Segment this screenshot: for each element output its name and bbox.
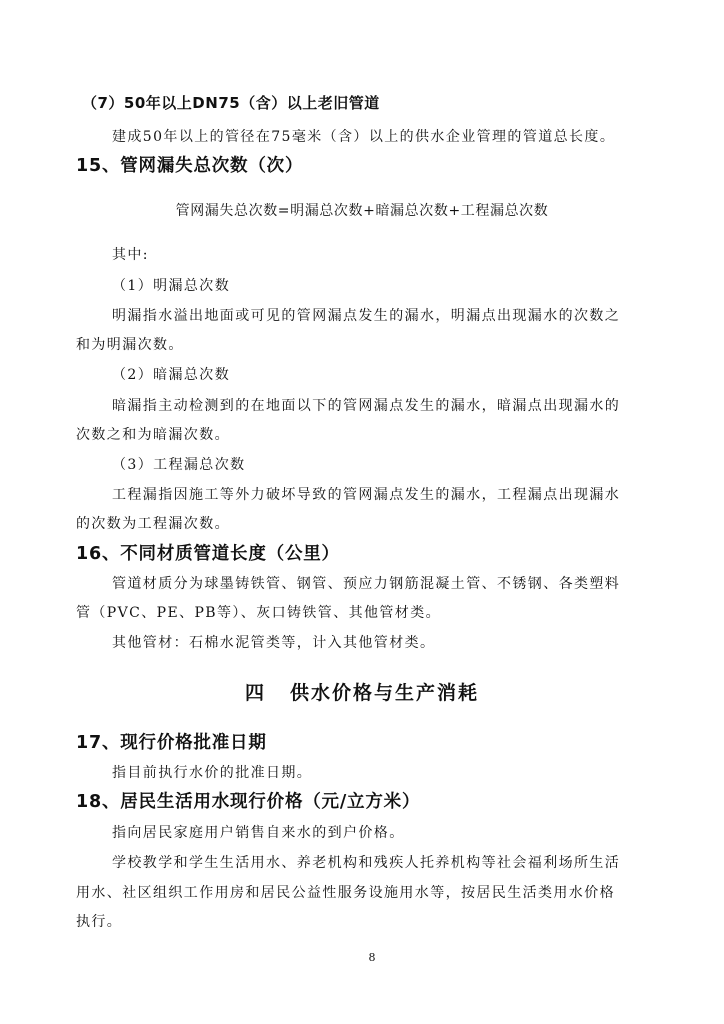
item18-line2: 学校教学和学生生活用水、养老机构和残疾人托养机构等社会福利场所生活 xyxy=(112,855,621,871)
item15-sub3-line2: 的次数为工程漏次数。 xyxy=(76,516,230,532)
chapter-title: 供水价格与生产消耗 xyxy=(290,682,480,704)
page-number: 8 xyxy=(368,951,376,964)
item15-sub3-title: （3）工程漏总次数 xyxy=(112,457,246,473)
item18-line4: 执行。 xyxy=(76,914,123,930)
item15-intro: 其中: xyxy=(112,247,149,263)
item15-formula: 管网漏失总次数=明漏总次数+暗漏总次数+工程漏总次数 xyxy=(175,203,549,219)
item15-sub1-line1: 明漏指水溢出地面或可见的管网漏点发生的漏水，明漏点出现漏水的次数之 xyxy=(112,308,621,324)
item16-line2: 管（PVC、PE、PB等）、灰口铸铁管、其他管材类。 xyxy=(76,605,441,621)
chapter-heading xyxy=(0,678,724,705)
item18-heading: 18、居民生活用水现行价格（元/立方米） xyxy=(76,792,421,812)
item15-heading: 15、管网漏失总次数（次） xyxy=(76,156,304,176)
item17-heading: 17、现行价格批准日期 xyxy=(76,733,267,753)
item15-sub2-title: （2）暗漏总次数 xyxy=(112,367,231,383)
item7-heading: （7）50年以上DN75（含）以上老旧管道 xyxy=(82,94,380,112)
item18-line1: 指向居民家庭用户销售自来水的到户价格。 xyxy=(112,825,405,841)
item15-sub1-line2: 和为明漏次数。 xyxy=(76,337,184,353)
item18-line3: 用水、社区组织工作用房和居民公益性服务设施用水等，按居民生活类用水价格 xyxy=(76,885,615,901)
item15-sub2-line1: 暗漏指主动检测到的在地面以下的管网漏点发生的漏水，暗漏点出现漏水的 xyxy=(112,398,621,414)
item16-heading: 16、不同材质管道长度（公里） xyxy=(76,544,340,564)
item15-sub2-line2: 次数之和为暗漏次数。 xyxy=(76,427,230,443)
item7-body: 建成50年以上的管径在75毫米（含）以上的供水企业管理的管道总长度。 xyxy=(112,129,616,145)
item16-line1: 管道材质分为球墨铸铁管、钢管、预应力钢筋混凝土管、不锈钢、各类塑料 xyxy=(112,576,621,592)
chapter-number: 四 xyxy=(244,682,266,704)
item16-line3: 其他管材：石棉水泥管类等，计入其他管材类。 xyxy=(112,635,436,651)
item15-sub3-line1: 工程漏指因施工等外力破坏导致的管网漏点发生的漏水，工程漏点出现漏水 xyxy=(112,487,621,503)
item15-sub1-title: （1）明漏总次数 xyxy=(112,278,231,294)
item17-body: 指目前执行水价的批准日期。 xyxy=(112,765,313,781)
